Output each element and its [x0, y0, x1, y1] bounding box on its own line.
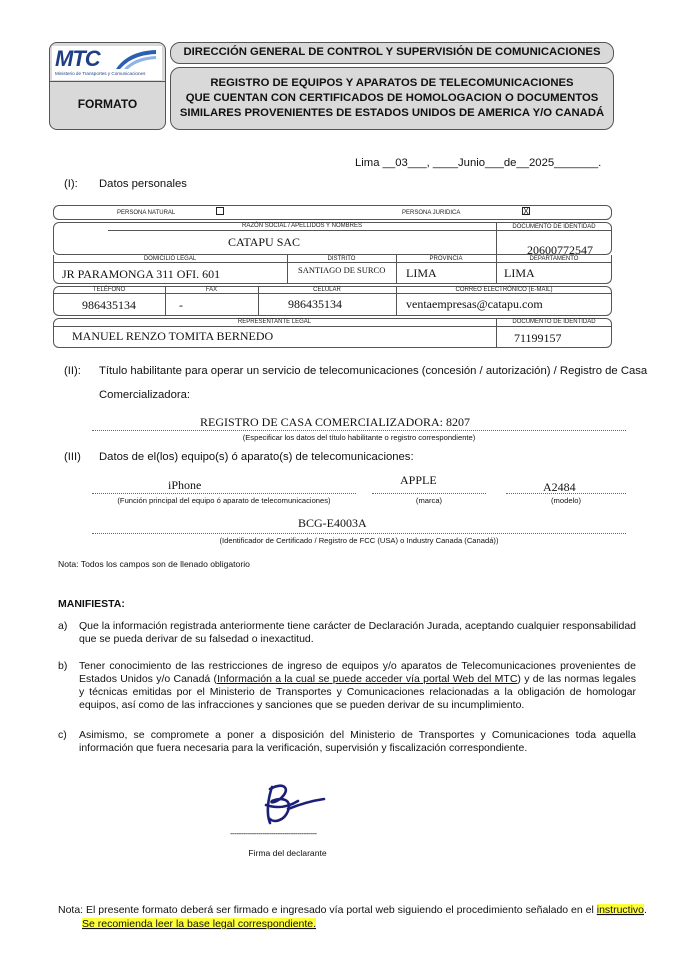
rep-doc-label: DOCUMENTO DE IDENTIDAD [512, 319, 596, 325]
nota-campos-obligatorios: Nota: Todos los campos son de llenado obligatorio [58, 559, 250, 569]
razon-social-label: RAZÓN SOCIAL / APELLIDOS Y NOMBRES [242, 223, 362, 229]
marca-value[interactable]: APPLE [400, 473, 437, 487]
identificador-value[interactable]: BCG-E4003A [298, 516, 367, 530]
footer-note-prefix: Nota: El presente formato deberá ser firmado e ingresado vía portal web siguiendo el procedimiento señalado en el [58, 904, 597, 916]
departamento-value[interactable]: LIMA [504, 266, 535, 280]
doc-title-line-3: SIMILARES PROVENIENTES DE ESTADOS UNIDOS DE AMERICA Y/O CANADÁ [179, 107, 605, 119]
modelo-line [506, 493, 626, 494]
funcion-caption: (Función principal del equipo ó aparato de telecomunicaciones) [117, 496, 331, 505]
manifiesta-a-text: Que la información registrada anteriormente tiene carácter de Declaración Jurada, aceptando cualquier responsabilidad que se pueda derivar de su falsedad o inexactitud. [79, 620, 636, 645]
manifiesta-c-label: c) [58, 729, 67, 741]
razon-social-label-line [108, 230, 612, 231]
manifiesta-b-text-1: Tener conocimiento de las restricciones de ingreso de equipos y/o aparatos de Telecomunicaciones provenientes de Estados Unidos y/o Canadá ( [79, 660, 636, 685]
doc-identidad-label: DOCUMENTO DE IDENTIDAD [512, 224, 596, 230]
representante-value[interactable]: MANUEL RENZO TOMITA BERNEDO [72, 329, 274, 343]
provincia-value[interactable]: LIMA [406, 266, 437, 280]
identificador-caption: (Identificador de Certificado / Registro de FCC (USA) o Industry Canada (Canadá)) [219, 536, 499, 545]
correo-label: CORREO ELECTRÓNICO (E-MAIL) [455, 287, 553, 293]
celular-label: CELULAR [313, 287, 341, 293]
manifiesta-b-text [79, 660, 636, 712]
titulo-habilitante-value[interactable]: REGISTRO DE CASA COMERCIALIZADORA: 8207 [200, 415, 471, 429]
section-1-number: (I): [64, 178, 78, 190]
footer-note [58, 904, 647, 916]
manifiesta-c-text: Asimismo, se compromete a poner a disposición del Ministerio de Transportes y Comunicaciones toda aquella información que fuera necesaria para la verificación, supervisión y fiscalización correspondiente. [79, 729, 636, 754]
titulo-habilitante-caption: (Especificar los datos del título habilitante o registro correspondiente) [242, 433, 476, 442]
rep-doc-value[interactable]: 71199157 [514, 331, 562, 345]
section-1-title: Datos personales [99, 178, 187, 190]
correo-value[interactable]: ventaempresas@catapu.com [406, 297, 543, 311]
manifiesta-title: MANIFIESTA: [58, 598, 125, 610]
manifiesta-b-text-2: ) y de las normas legales y técnicas emitidas por el Ministerio de Transportes y Comunicaciones relacionadas a la obligación de homologar equipos, así como de las infracciones y sanciones que se pueden derivar de su incumplimiento. [79, 673, 636, 711]
signature-caption: Firma del declarante [248, 848, 327, 858]
celular-value[interactable]: 986435134 [288, 297, 342, 311]
razon-social-value[interactable]: CATAPU SAC [228, 235, 301, 249]
persona-natural-checkbox[interactable] [216, 207, 224, 215]
section-2-title-line-2: Comercializadora: [99, 389, 191, 401]
doc-title-line-1: REGISTRO DE EQUIPOS Y APARATOS DE TELECOMUNICACIONES [210, 77, 574, 89]
instructivo-link[interactable]: instructivo [596, 904, 645, 916]
section-3-number: (III) [64, 451, 81, 463]
section-2-title-line-1: Título habilitante para operar un servicio de telecomunicaciones (concesión / autorización) / Registro de Casa [99, 365, 648, 377]
contact-label-line [53, 293, 612, 294]
marca-line [372, 493, 486, 494]
fax-label: FAX [205, 287, 218, 293]
manifiesta-b-label: b) [58, 660, 68, 672]
format-label: FORMATO [77, 97, 138, 111]
doc-title-line-2: QUE CUENTAN CON CERTIFICADOS DE HOMOLOGACION O DOCUMENTOS [185, 92, 599, 104]
footer-note-suffix: . [644, 904, 647, 916]
marca-caption: (marca) [415, 496, 443, 505]
section-2-number: (II): [64, 365, 81, 377]
mtc-portal-link[interactable]: Información a la cual se puede acceder vía portal Web del MTC [217, 673, 518, 685]
modelo-value[interactable]: A2484 [543, 480, 576, 494]
persona-juridica-checkbox[interactable]: X [523, 207, 529, 216]
representante-label: REPRESENTANTE LEGAL [237, 319, 312, 325]
persona-juridica-label: PERSONA JURIDICA [402, 210, 461, 216]
signature-image [258, 779, 330, 831]
domicilio-label: DOMICILIO LEGAL [143, 256, 197, 262]
representante-label-line [53, 326, 612, 327]
distrito-value[interactable]: SANTIAGO DE SURCO [298, 265, 386, 275]
base-legal-link[interactable]: Se recomienda leer la base legal correspondiente. [82, 918, 317, 930]
date-line: Lima __03___, ____Junio___de__2025_______. [355, 157, 602, 169]
mtc-logo-subtitle: Ministerio de Transportes y Comunicaciones [55, 71, 146, 76]
fax-value[interactable]: - [179, 298, 183, 312]
persona-natural-label: PERSONA NATURAL [117, 210, 176, 216]
telefono-label: TELÉFONO [92, 287, 126, 293]
section-3-title: Datos de el(los) equipo(s) ó aparato(s) de telecomunicaciones: [99, 451, 414, 463]
titulo-habilitante-line [92, 430, 626, 431]
signature-line: ---------------------------------------- [230, 829, 317, 838]
domicilio-label-line [53, 262, 612, 263]
identificador-line [92, 533, 626, 534]
modelo-caption: (modelo) [551, 496, 581, 505]
header-top-title: DIRECCIÓN GENERAL DE CONTROL Y SUPERVISIÓN DE COMUNICACIONES [183, 46, 601, 58]
departamento-label: DEPARTAMENTO [529, 256, 579, 262]
funcion-line [92, 493, 356, 494]
provincia-label: PROVINCIA [429, 256, 463, 262]
doc-identidad-value[interactable]: 20600772547 [527, 243, 593, 257]
funcion-value[interactable]: iPhone [168, 478, 202, 492]
distrito-label: DISTRITO [327, 256, 356, 262]
manifiesta-a-label: a) [58, 620, 68, 632]
header-left-divider [49, 81, 166, 82]
mtc-logo [52, 46, 162, 80]
domicilio-value[interactable]: JR PARAMONGA 311 OFI. 601 [62, 267, 221, 281]
mtc-logo-text: MTC [55, 46, 100, 71]
mtc-logo-swoosh-icon [114, 47, 158, 71]
telefono-value[interactable]: 986435134 [82, 298, 136, 312]
